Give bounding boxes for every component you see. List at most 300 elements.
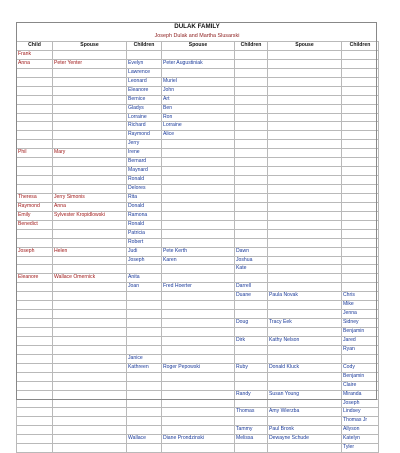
table-row <box>17 238 379 247</box>
table-cell <box>235 185 268 194</box>
table-cell <box>268 211 342 220</box>
table-row <box>17 399 379 408</box>
table-cell: Leonard <box>127 77 162 86</box>
table-cell <box>17 381 53 390</box>
table-cell <box>162 140 235 149</box>
table-cell <box>162 372 235 381</box>
table-cell: Judi <box>127 247 162 256</box>
table-cell <box>127 390 162 399</box>
table-cell: Phil <box>17 149 53 158</box>
table-cell <box>53 363 127 372</box>
table-cell <box>162 68 235 77</box>
table-cell <box>162 328 235 337</box>
table-cell <box>53 131 127 140</box>
table-cell: Irene <box>127 149 162 158</box>
table-row <box>17 283 379 292</box>
table-cell: Mary <box>53 149 127 158</box>
table-cell <box>268 283 342 292</box>
table-cell <box>162 381 235 390</box>
table-cell <box>235 149 268 158</box>
table-row <box>17 319 379 328</box>
table-cell: Dirk <box>235 336 268 345</box>
table-cell <box>342 354 379 363</box>
table-cell: Ron <box>162 113 235 122</box>
table-cell <box>235 444 268 453</box>
table-cell: Susan Young <box>268 390 342 399</box>
table-cell <box>17 86 53 95</box>
table-row <box>17 247 379 256</box>
table-cell <box>268 113 342 122</box>
table-cell: Raymond <box>17 202 53 211</box>
table-cell: Jerry Simonis <box>53 193 127 202</box>
table-cell <box>17 301 53 310</box>
family-table <box>16 41 379 453</box>
table-cell: Helen <box>53 247 127 256</box>
table-cell <box>342 167 379 176</box>
table-cell <box>53 292 127 301</box>
table-row <box>17 77 379 86</box>
table-cell <box>342 95 379 104</box>
table-cell <box>127 444 162 453</box>
table-cell <box>53 140 127 149</box>
table-cell <box>268 247 342 256</box>
table-cell: Thomas <box>235 408 268 417</box>
table-cell <box>53 167 127 176</box>
header-children: Children <box>127 42 162 51</box>
table-cell <box>235 131 268 140</box>
table-cell <box>162 310 235 319</box>
table-cell <box>17 345 53 354</box>
table-cell <box>268 256 342 265</box>
table-cell: Jerry <box>127 140 162 149</box>
table-cell: Claire <box>342 381 379 390</box>
table-row <box>17 149 379 158</box>
table-cell: Tammy <box>235 426 268 435</box>
table-cell <box>17 68 53 77</box>
table-cell <box>342 220 379 229</box>
table-cell: Karen <box>162 256 235 265</box>
table-cell: Sidney <box>342 319 379 328</box>
table-cell <box>17 435 53 444</box>
table-cell: Theresa <box>17 193 53 202</box>
table-cell: Ronald <box>127 220 162 229</box>
table-cell <box>53 176 127 185</box>
table-cell <box>342 149 379 158</box>
table-cell: Dewayne Schude <box>268 435 342 444</box>
table-cell <box>17 336 53 345</box>
table-cell: Jared <box>342 336 379 345</box>
table-cell: Tracy Eek <box>268 319 342 328</box>
table-cell <box>268 202 342 211</box>
table-cell <box>268 140 342 149</box>
table-cell <box>235 86 268 95</box>
table-cell <box>162 238 235 247</box>
table-cell <box>17 328 53 337</box>
table-cell: Doug <box>235 319 268 328</box>
table-cell: Lawrence <box>127 68 162 77</box>
table-row <box>17 158 379 167</box>
table-cell <box>17 363 53 372</box>
table-row <box>17 185 379 194</box>
table-cell: Raymond <box>127 131 162 140</box>
table-cell <box>127 417 162 426</box>
table-cell <box>342 238 379 247</box>
table-cell <box>342 176 379 185</box>
table-cell <box>235 50 268 59</box>
table-cell: Sylvester Kropidlowski <box>53 211 127 220</box>
table-cell <box>53 381 127 390</box>
table-cell <box>162 220 235 229</box>
table-cell <box>17 229 53 238</box>
table-cell <box>235 310 268 319</box>
table-cell: Bernice <box>127 95 162 104</box>
table-cell <box>162 390 235 399</box>
table-cell <box>53 354 127 363</box>
table-cell: Rita <box>127 193 162 202</box>
table-cell: Joan <box>127 283 162 292</box>
table-cell <box>235 167 268 176</box>
table-cell <box>235 176 268 185</box>
table-cell: Richard <box>127 122 162 131</box>
table-cell: Evelyn <box>127 59 162 68</box>
table-cell <box>162 202 235 211</box>
table-cell: Roger Pepowski <box>162 363 235 372</box>
table-cell: Eleanore <box>17 274 53 283</box>
table-cell <box>162 229 235 238</box>
table-cell <box>342 113 379 122</box>
table-cell <box>235 345 268 354</box>
table-cell <box>235 202 268 211</box>
table-cell <box>268 50 342 59</box>
header-children: Children <box>235 42 268 51</box>
table-cell: Lorraine <box>162 122 235 131</box>
table-cell <box>162 319 235 328</box>
table-row <box>17 408 379 417</box>
table-cell <box>53 399 127 408</box>
table-cell <box>235 399 268 408</box>
table-row <box>17 363 379 372</box>
table-cell: Amy Wierzba <box>268 408 342 417</box>
table-cell: Allyson <box>342 426 379 435</box>
table-cell <box>127 50 162 59</box>
table-cell: Miranda <box>342 390 379 399</box>
table-cell <box>53 336 127 345</box>
table-row <box>17 131 379 140</box>
table-cell: Anna <box>17 59 53 68</box>
table-cell <box>17 176 53 185</box>
table-cell <box>162 211 235 220</box>
table-cell <box>342 247 379 256</box>
table-cell: John <box>162 86 235 95</box>
table-cell <box>17 283 53 292</box>
table-row <box>17 95 379 104</box>
table-cell: Thomas Jr <box>342 417 379 426</box>
table-row <box>17 113 379 122</box>
table-cell <box>17 399 53 408</box>
table-cell <box>342 131 379 140</box>
table-cell <box>235 113 268 122</box>
table-cell <box>53 372 127 381</box>
table-cell <box>268 372 342 381</box>
table-cell: Darrell <box>235 283 268 292</box>
table-cell: Paul Bronk <box>268 426 342 435</box>
table-cell <box>268 310 342 319</box>
table-row <box>17 336 379 345</box>
table-cell <box>342 193 379 202</box>
header-spouse: Spouse <box>268 42 342 51</box>
table-cell: Peter Yenter <box>53 59 127 68</box>
sheet-title: DULAK FAMILY <box>174 23 220 30</box>
table-cell <box>53 390 127 399</box>
table-cell <box>127 345 162 354</box>
table-cell: Alice <box>162 131 235 140</box>
table-cell <box>268 399 342 408</box>
table-cell <box>53 319 127 328</box>
table-cell <box>53 77 127 86</box>
table-row <box>17 354 379 363</box>
table-cell <box>17 256 53 265</box>
table-cell <box>342 104 379 113</box>
table-cell <box>342 122 379 131</box>
table-cell <box>342 185 379 194</box>
table-cell: Joshua <box>235 256 268 265</box>
table-cell <box>268 274 342 283</box>
table-cell <box>127 319 162 328</box>
table-cell <box>268 167 342 176</box>
table-cell <box>268 104 342 113</box>
table-cell <box>127 301 162 310</box>
table-cell: Ramona <box>127 211 162 220</box>
table-row <box>17 176 379 185</box>
table-cell <box>17 95 53 104</box>
table-cell <box>17 408 53 417</box>
table-row <box>17 435 379 444</box>
table-cell <box>17 140 53 149</box>
sheet-subtitle: Joseph Dulak and Martha Slusarski <box>154 33 240 39</box>
table-cell: Dawn <box>235 247 268 256</box>
table-cell <box>53 408 127 417</box>
table-cell: Lorraine <box>127 113 162 122</box>
table-cell <box>53 185 127 194</box>
table-cell: Wallace Omernick <box>53 274 127 283</box>
table-cell: Ben <box>162 104 235 113</box>
table-cell <box>342 68 379 77</box>
table-cell <box>268 158 342 167</box>
table-cell: Art <box>162 95 235 104</box>
header-children: Children <box>342 42 379 51</box>
table-cell <box>162 417 235 426</box>
table-cell: Gladys <box>127 104 162 113</box>
table-row <box>17 381 379 390</box>
table-cell <box>53 238 127 247</box>
table-cell <box>342 86 379 95</box>
table-cell <box>268 68 342 77</box>
table-cell <box>342 77 379 86</box>
table-cell <box>53 310 127 319</box>
table-row <box>17 220 379 229</box>
table-cell <box>127 310 162 319</box>
table-cell <box>268 381 342 390</box>
table-row <box>17 68 379 77</box>
table-cell <box>268 444 342 453</box>
table-cell <box>235 328 268 337</box>
table-cell <box>235 417 268 426</box>
table-row <box>17 274 379 283</box>
table-cell <box>127 292 162 301</box>
table-cell <box>53 301 127 310</box>
table-cell <box>235 68 268 77</box>
table-cell <box>342 211 379 220</box>
table-cell <box>268 122 342 131</box>
table-cell <box>162 167 235 176</box>
table-cell <box>268 95 342 104</box>
table-row <box>17 256 379 265</box>
table-cell <box>53 220 127 229</box>
table-cell: Joseph <box>127 256 162 265</box>
table-cell <box>268 149 342 158</box>
table-cell <box>53 435 127 444</box>
table-cell: Tyler <box>342 444 379 453</box>
table-cell <box>162 176 235 185</box>
table-cell <box>17 158 53 167</box>
table-cell <box>17 310 53 319</box>
header-spouse: Spouse <box>53 42 127 51</box>
table-cell <box>235 238 268 247</box>
table-cell: Paula Novak <box>268 292 342 301</box>
table-cell: Fred Hoerter <box>162 283 235 292</box>
table-cell <box>235 193 268 202</box>
table-cell <box>53 229 127 238</box>
table-cell <box>268 86 342 95</box>
table-cell <box>162 408 235 417</box>
table-cell <box>17 77 53 86</box>
table-row <box>17 265 379 274</box>
table-row <box>17 292 379 301</box>
table-cell <box>53 256 127 265</box>
table-row <box>17 140 379 149</box>
table-cell <box>17 122 53 131</box>
table-cell: Kathy Nelson <box>268 336 342 345</box>
table-cell <box>17 319 53 328</box>
table-cell: Lindsey <box>342 408 379 417</box>
table-cell <box>162 354 235 363</box>
table-cell: Muriel <box>162 77 235 86</box>
table-cell: Chris <box>342 292 379 301</box>
table-cell <box>235 158 268 167</box>
table-cell <box>235 220 268 229</box>
table-cell: Kathreen <box>127 363 162 372</box>
table-cell <box>127 328 162 337</box>
table-cell <box>53 50 127 59</box>
table-cell: Donald Kluck <box>268 363 342 372</box>
table-cell <box>17 265 53 274</box>
table-cell: Frank <box>17 50 53 59</box>
table-cell <box>53 345 127 354</box>
table-cell <box>342 202 379 211</box>
table-cell: Anita <box>127 274 162 283</box>
table-row <box>17 50 379 59</box>
table-row <box>17 417 379 426</box>
table-cell: Duane <box>235 292 268 301</box>
header-row <box>17 42 379 51</box>
table-cell <box>162 426 235 435</box>
table-cell <box>127 265 162 274</box>
table-cell <box>53 113 127 122</box>
table-cell: Patricia <box>127 229 162 238</box>
table-cell: Janice <box>127 354 162 363</box>
table-cell <box>235 381 268 390</box>
table-cell <box>162 399 235 408</box>
table-cell <box>162 265 235 274</box>
table-cell <box>235 140 268 149</box>
table-cell <box>162 50 235 59</box>
table-cell <box>235 354 268 363</box>
table-cell <box>17 131 53 140</box>
table-cell: Benedict <box>17 220 53 229</box>
table-cell: Anna <box>53 202 127 211</box>
table-cell <box>127 372 162 381</box>
table-row <box>17 328 379 337</box>
table-cell: Jenna <box>342 310 379 319</box>
table-cell <box>268 220 342 229</box>
table-body <box>17 50 379 452</box>
table-cell <box>268 77 342 86</box>
table-cell <box>53 417 127 426</box>
table-cell <box>268 193 342 202</box>
table-cell <box>53 95 127 104</box>
table-cell <box>235 372 268 381</box>
table-cell <box>53 328 127 337</box>
table-cell: Robert <box>127 238 162 247</box>
table-cell: Benjamin <box>342 328 379 337</box>
table-cell <box>53 426 127 435</box>
table-cell <box>162 336 235 345</box>
table-cell <box>17 426 53 435</box>
table-cell <box>127 381 162 390</box>
table-cell <box>162 301 235 310</box>
table-cell <box>53 444 127 453</box>
table-cell: Melissa <box>235 435 268 444</box>
table-cell: Cody <box>342 363 379 372</box>
table-cell <box>342 283 379 292</box>
table-cell <box>53 104 127 113</box>
table-cell: Joseph <box>342 399 379 408</box>
table-cell: Pete Kerth <box>162 247 235 256</box>
table-cell <box>268 131 342 140</box>
table-row <box>17 390 379 399</box>
table-cell <box>17 444 53 453</box>
table-cell: Kate <box>235 265 268 274</box>
table-cell: Eleanore <box>127 86 162 95</box>
table-row <box>17 122 379 131</box>
table-cell <box>342 59 379 68</box>
table-cell <box>268 176 342 185</box>
table-cell: Wallace <box>127 435 162 444</box>
table-cell <box>268 229 342 238</box>
table-row <box>17 301 379 310</box>
table-cell <box>127 336 162 345</box>
table-cell <box>17 167 53 176</box>
table-cell <box>342 274 379 283</box>
table-cell <box>235 229 268 238</box>
table-row <box>17 211 379 220</box>
table-cell <box>53 158 127 167</box>
table-cell <box>268 328 342 337</box>
table-cell <box>235 59 268 68</box>
table-cell <box>17 292 53 301</box>
table-row <box>17 444 379 453</box>
table-cell <box>53 86 127 95</box>
